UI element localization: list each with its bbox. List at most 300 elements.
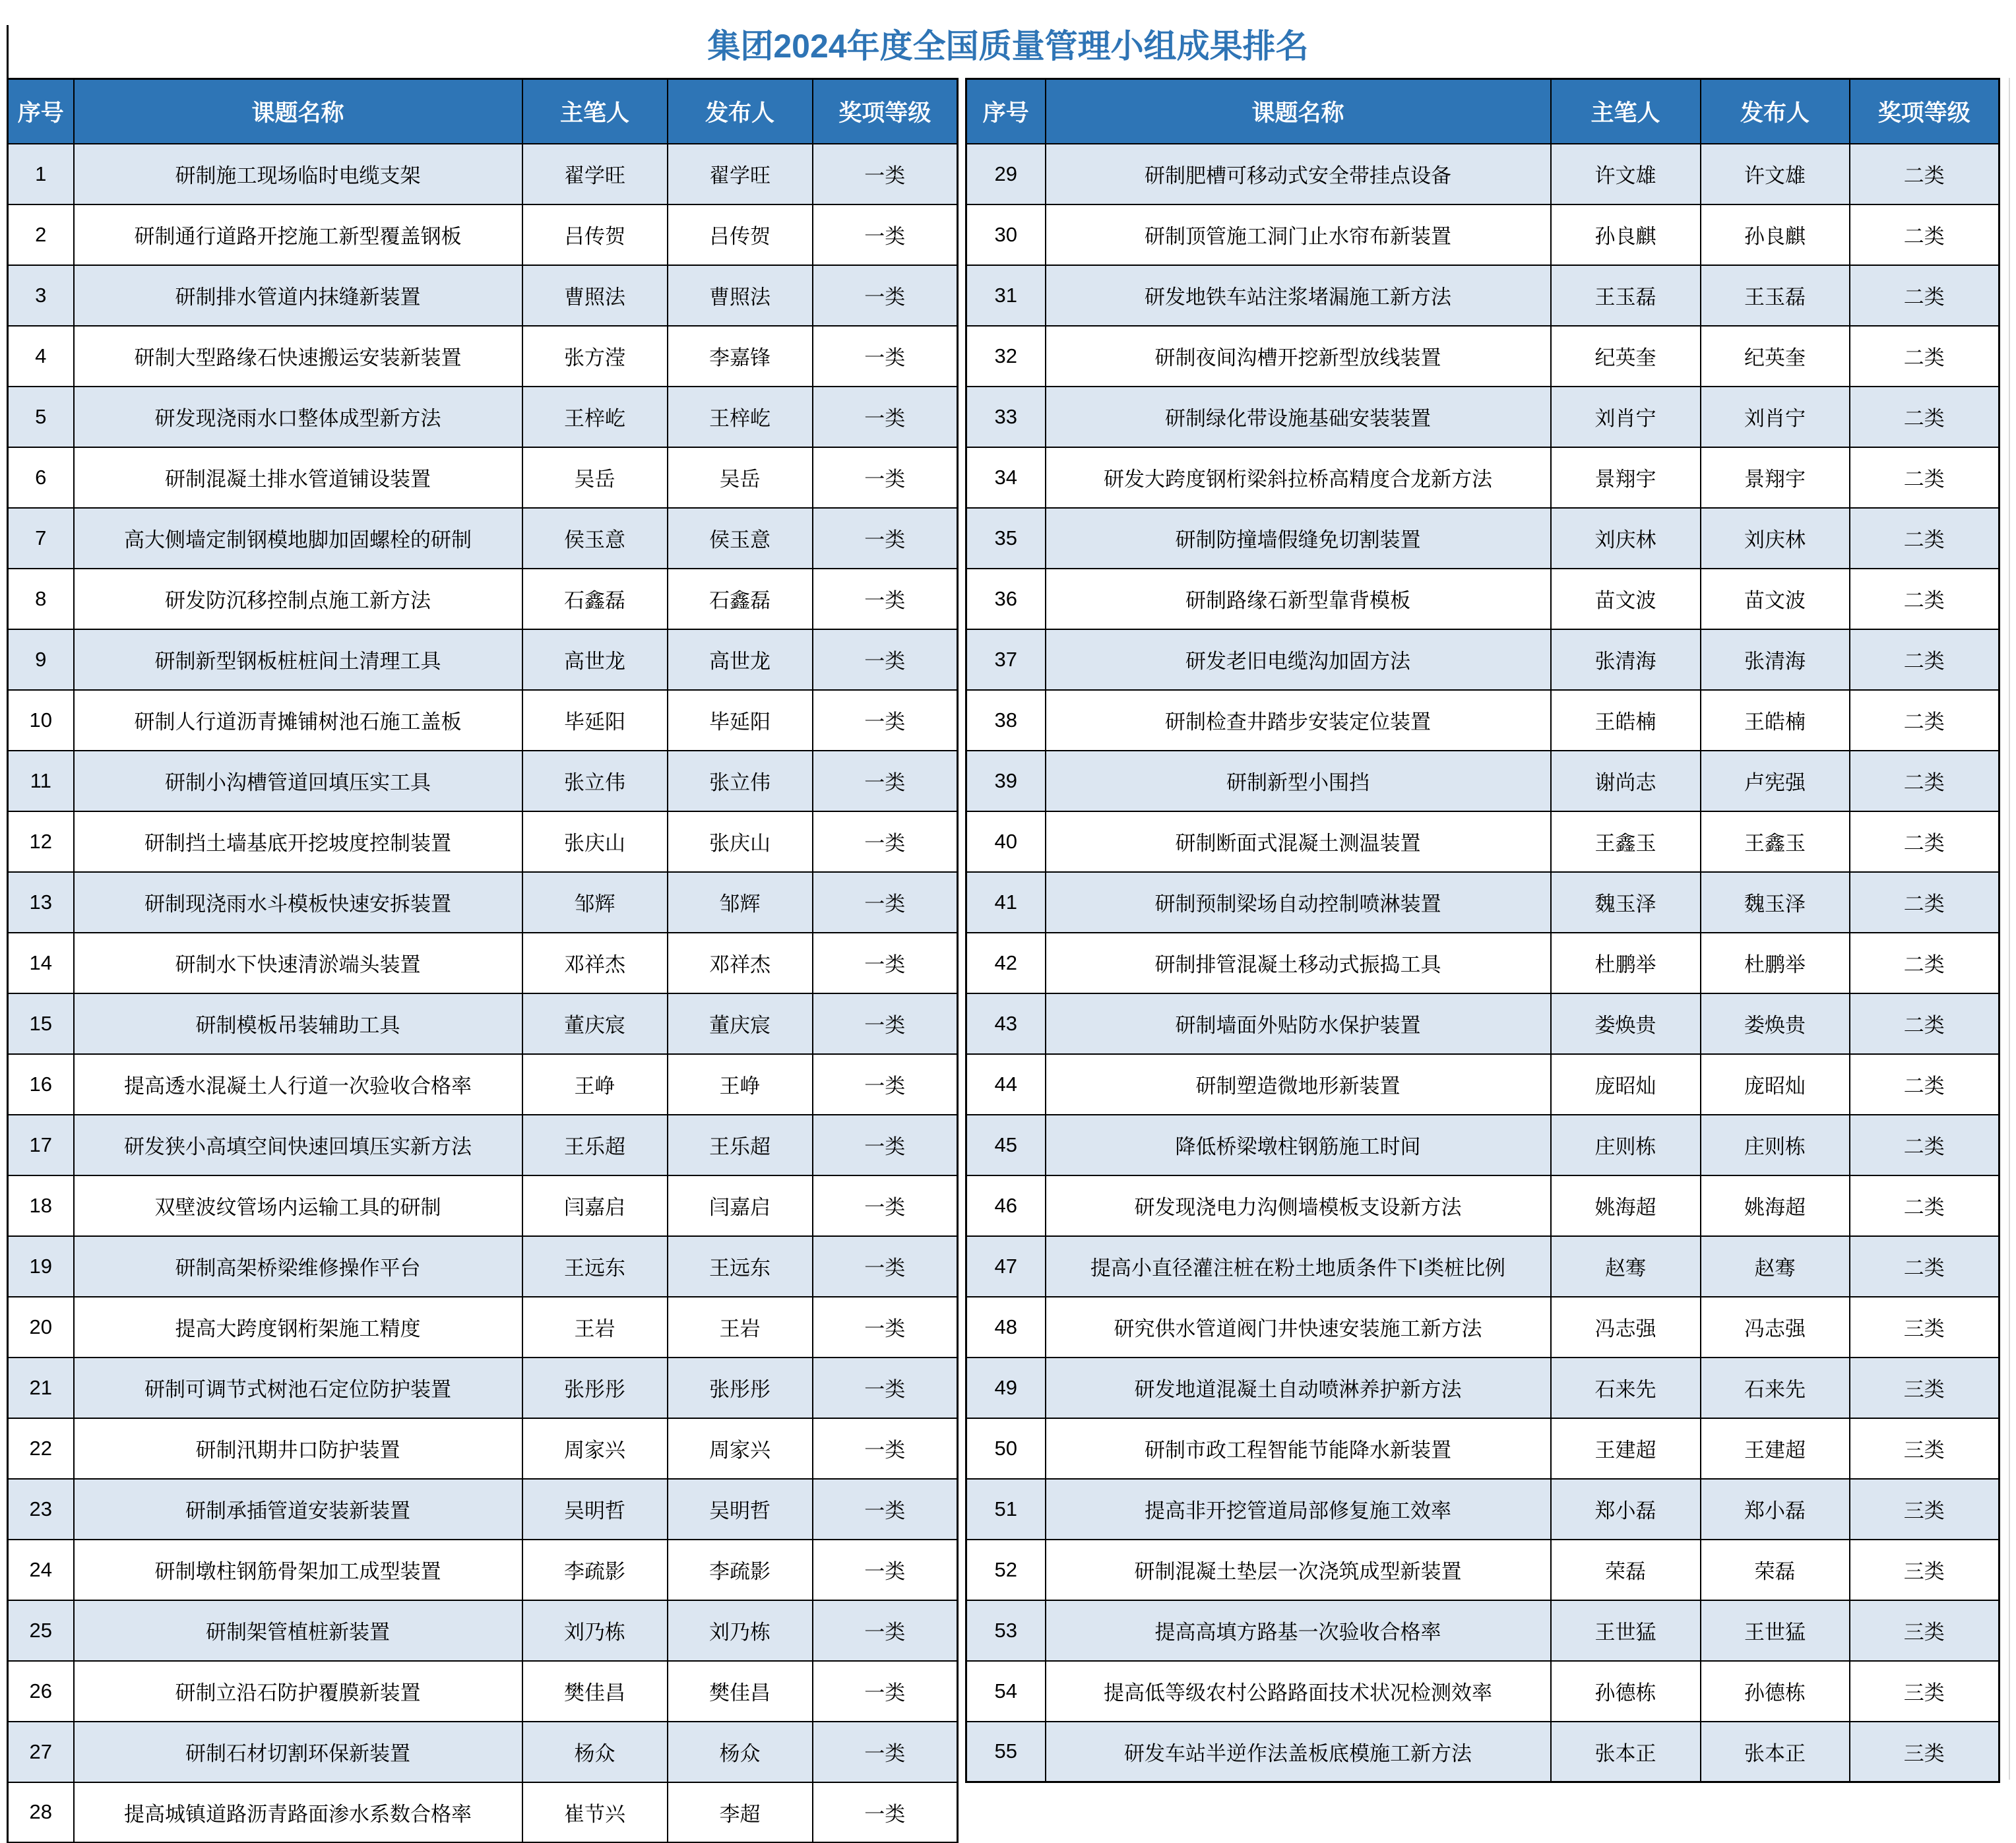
cell-award: 二类 [1850,265,2000,326]
cell-award: 二类 [1850,144,2000,204]
table-row [8,144,958,204]
cell-award: 二类 [1850,326,2000,387]
cell-author: 翟学旺 [522,144,668,204]
cell-award: 一类 [813,1054,958,1115]
cell-publisher: 张清海 [1701,629,1850,690]
cell-award: 一类 [813,508,958,569]
cell-author: 吴明哲 [522,1479,668,1540]
table-row [8,508,958,569]
cell-award: 三类 [1850,1600,2000,1661]
cell-topic: 研制市政工程智能节能降水新装置 [1046,1418,1551,1479]
table-row [966,1115,2000,1175]
cell-seq: 55 [966,1722,1046,1782]
cell-publisher: 王建超 [1701,1418,1850,1479]
column-header: 奖项等级 [813,79,958,144]
cell-publisher: 樊佳昌 [668,1661,813,1722]
table-row [966,629,2000,690]
cell-publisher: 郑小磊 [1701,1479,1850,1540]
cell-topic: 提高高填方路基一次验收合格率 [1046,1600,1551,1661]
results-table-right [965,78,2000,1783]
cell-topic: 提高城镇道路沥青路面渗水系数合格率 [74,1782,522,1843]
cell-publisher: 刘庆林 [1701,508,1850,569]
table-row [966,1418,2000,1479]
cell-award: 一类 [813,872,958,933]
table-row [8,872,958,933]
cell-seq: 11 [8,751,74,811]
cell-topic: 研制防撞墙假缝免切割装置 [1046,508,1551,569]
cell-seq: 8 [8,569,74,629]
table-row [8,1236,958,1297]
cell-award: 一类 [813,447,958,508]
cell-topic: 研发狭小高填空间快速回填压实新方法 [74,1115,522,1175]
cell-topic: 研发现浇雨水口整体成型新方法 [74,387,522,447]
table-row [8,1115,958,1175]
cell-author: 景翔宇 [1551,447,1701,508]
header-row [966,79,2000,144]
cell-publisher: 石来先 [1701,1358,1850,1418]
cell-award: 一类 [813,811,958,872]
cell-publisher: 赵骞 [1701,1236,1850,1297]
cell-seq: 6 [8,447,74,508]
cell-seq: 47 [966,1236,1046,1297]
table-row [8,1175,958,1236]
cell-publisher: 李疏影 [668,1540,813,1600]
cell-seq: 49 [966,1358,1046,1418]
cell-publisher: 苗文波 [1701,569,1850,629]
cell-author: 王梓屹 [522,387,668,447]
cell-publisher: 邹辉 [668,872,813,933]
cell-author: 杜鹏举 [1551,933,1701,993]
cell-award: 三类 [1850,1722,2000,1782]
table-row [966,1540,2000,1600]
table-row [8,1358,958,1418]
cell-author: 董庆宸 [522,993,668,1054]
table-row [966,811,2000,872]
cell-topic: 研发车站半逆作法盖板底模施工新方法 [1046,1722,1551,1782]
cell-seq: 40 [966,811,1046,872]
cell-seq: 32 [966,326,1046,387]
table-row [966,690,2000,751]
cell-topic: 研发老旧电缆沟加固方法 [1046,629,1551,690]
table-row [8,569,958,629]
table-row [8,1661,958,1722]
cell-author: 娄焕贵 [1551,993,1701,1054]
cell-author: 侯玉意 [522,508,668,569]
cell-seq: 5 [8,387,74,447]
cell-award: 一类 [813,1782,958,1843]
cell-author: 吴岳 [522,447,668,508]
table-row [8,204,958,265]
cell-topic: 研制断面式混凝土测温装置 [1046,811,1551,872]
cell-publisher: 卢宪强 [1701,751,1850,811]
sheet-gridline [2009,78,2010,1780]
cell-seq: 52 [966,1540,1046,1600]
cell-seq: 15 [8,993,74,1054]
cell-topic: 研制肥槽可移动式安全带挂点设备 [1046,144,1551,204]
cell-topic: 研制排水管道内抹缝新装置 [74,265,522,326]
cell-author: 张立伟 [522,751,668,811]
cell-author: 谢尚志 [1551,751,1701,811]
table-row [966,144,2000,204]
cell-author: 邓祥杰 [522,933,668,993]
cell-publisher: 邓祥杰 [668,933,813,993]
cell-seq: 45 [966,1115,1046,1175]
table-row [8,993,958,1054]
table-row [966,1175,2000,1236]
cell-seq: 48 [966,1297,1046,1358]
cell-seq: 29 [966,144,1046,204]
cell-author: 高世龙 [522,629,668,690]
table-row [8,1600,958,1661]
cell-award: 二类 [1850,811,2000,872]
cell-topic: 研制绿化带设施基础安装装置 [1046,387,1551,447]
cell-seq: 22 [8,1418,74,1479]
cell-topic: 高大侧墙定制钢模地脚加固螺栓的研制 [74,508,522,569]
cell-topic: 研制架管植桩新装置 [74,1600,522,1661]
table-row [8,1054,958,1115]
cell-topic: 研制预制梁场自动控制喷淋装置 [1046,872,1551,933]
cell-topic: 研制混凝土排水管道铺设装置 [74,447,522,508]
cell-publisher: 姚海超 [1701,1175,1850,1236]
cell-publisher: 闫嘉启 [668,1175,813,1236]
table-row [8,1297,958,1358]
table-body-left [8,144,958,1843]
cell-topic: 研制可调节式树池石定位防护装置 [74,1358,522,1418]
cell-topic: 研制人行道沥青摊铺树池石施工盖板 [74,690,522,751]
cell-topic: 提高小直径灌注桩在粉土地质条件下Ⅰ类桩比例 [1046,1236,1551,1297]
cell-publisher: 张彤彤 [668,1358,813,1418]
cell-award: 一类 [813,326,958,387]
cell-publisher: 孙德栋 [1701,1661,1850,1722]
cell-award: 三类 [1850,1540,2000,1600]
cell-seq: 20 [8,1297,74,1358]
table-row [966,751,2000,811]
table-header-right [966,79,2000,144]
column-header: 主笔人 [522,79,668,144]
cell-award: 一类 [813,1722,958,1782]
cell-seq: 19 [8,1236,74,1297]
cell-seq: 44 [966,1054,1046,1115]
cell-author: 王乐超 [522,1115,668,1175]
table-row [8,387,958,447]
table-row [966,1600,2000,1661]
cell-publisher: 刘乃栋 [668,1600,813,1661]
cell-topic: 研制顶管施工洞门止水帘布新装置 [1046,204,1551,265]
cell-seq: 17 [8,1115,74,1175]
cell-topic: 研制墙面外贴防水保护装置 [1046,993,1551,1054]
cell-author: 邹辉 [522,872,668,933]
cell-award: 一类 [813,690,958,751]
cell-topic: 研制挡土墙基底开挖坡度控制装置 [74,811,522,872]
cell-award: 二类 [1850,872,2000,933]
cell-award: 一类 [813,204,958,265]
cell-publisher: 董庆宸 [668,993,813,1054]
cell-topic: 研制路缘石新型靠背模板 [1046,569,1551,629]
cell-topic: 研制高架桥梁维修操作平台 [74,1236,522,1297]
cell-seq: 37 [966,629,1046,690]
cell-seq: 18 [8,1175,74,1236]
cell-publisher: 景翔宇 [1701,447,1850,508]
cell-author: 张方滢 [522,326,668,387]
cell-publisher: 荣磊 [1701,1540,1850,1600]
table-row [966,1236,2000,1297]
cell-award: 一类 [813,1236,958,1297]
cell-author: 王玉磊 [1551,265,1701,326]
cell-author: 王远东 [522,1236,668,1297]
table-row [966,447,2000,508]
cell-topic: 研制汛期井口防护装置 [74,1418,522,1479]
cell-author: 孙良麒 [1551,204,1701,265]
cell-publisher: 杨众 [668,1722,813,1782]
cell-seq: 34 [966,447,1046,508]
cell-publisher: 吕传贺 [668,204,813,265]
cell-author: 闫嘉启 [522,1175,668,1236]
cell-publisher: 王梓屹 [668,387,813,447]
cell-author: 曹照法 [522,265,668,326]
cell-award: 三类 [1850,1297,2000,1358]
table-row [8,751,958,811]
cell-seq: 7 [8,508,74,569]
table-row [966,993,2000,1054]
cell-award: 二类 [1850,204,2000,265]
table-row [966,265,2000,326]
column-header: 发布人 [668,79,813,144]
table-row [966,569,2000,629]
column-header: 课题名称 [74,79,522,144]
cell-award: 一类 [813,569,958,629]
cell-publisher: 翟学旺 [668,144,813,204]
table-row [966,1661,2000,1722]
cell-seq: 1 [8,144,74,204]
cell-publisher: 李嘉锋 [668,326,813,387]
cell-publisher: 高世龙 [668,629,813,690]
cell-award: 一类 [813,1418,958,1479]
cell-publisher: 张本正 [1701,1722,1850,1782]
cell-award: 一类 [813,1175,958,1236]
cell-award: 二类 [1850,629,2000,690]
cell-topic: 研制检查井踏步安装定位装置 [1046,690,1551,751]
cell-author: 李疏影 [522,1540,668,1600]
table-row [8,1418,958,1479]
cell-author: 杨众 [522,1722,668,1782]
cell-author: 庄则栋 [1551,1115,1701,1175]
cell-seq: 54 [966,1661,1046,1722]
cell-award: 一类 [813,1661,958,1722]
cell-award: 二类 [1850,387,2000,447]
cell-topic: 研制施工现场临时电缆支架 [74,144,522,204]
cell-seq: 26 [8,1661,74,1722]
cell-topic: 提高低等级农村公路路面技术状况检测效率 [1046,1661,1551,1722]
table-row [8,326,958,387]
cell-topic: 研制排管混凝土移动式振捣工具 [1046,933,1551,993]
cell-author: 石鑫磊 [522,569,668,629]
cell-author: 刘肖宁 [1551,387,1701,447]
cell-seq: 42 [966,933,1046,993]
cell-topic: 研发地铁车站注浆堵漏施工新方法 [1046,265,1551,326]
cell-award: 一类 [813,1479,958,1540]
cell-topic: 研制新型小围挡 [1046,751,1551,811]
results-table-left [7,78,959,1843]
cell-seq: 41 [966,872,1046,933]
cell-topic: 研制立沿石防护覆膜新装置 [74,1661,522,1722]
cell-topic: 双壁波纹管场内运输工具的研制 [74,1175,522,1236]
table-row [966,1479,2000,1540]
table-row [8,1479,958,1540]
cell-author: 王岩 [522,1297,668,1358]
cell-author: 毕延阳 [522,690,668,751]
cell-author: 王世猛 [1551,1600,1701,1661]
table-row [8,447,958,508]
table-row [966,204,2000,265]
cell-publisher: 娄焕贵 [1701,993,1850,1054]
cell-award: 一类 [813,1358,958,1418]
cell-topic: 研制模板吊装辅助工具 [74,993,522,1054]
cell-award: 二类 [1850,508,2000,569]
table-row [966,1054,2000,1115]
cell-award: 一类 [813,144,958,204]
column-header: 课题名称 [1046,79,1551,144]
cell-author: 荣磊 [1551,1540,1701,1600]
cell-award: 三类 [1850,1358,2000,1418]
table-row [966,1297,2000,1358]
cell-seq: 35 [966,508,1046,569]
cell-publisher: 王岩 [668,1297,813,1358]
cell-author: 王皓楠 [1551,690,1701,751]
cell-award: 二类 [1850,1236,2000,1297]
cell-seq: 14 [8,933,74,993]
table-row [8,1540,958,1600]
table-row [8,690,958,751]
cell-author: 姚海超 [1551,1175,1701,1236]
cell-topic: 降低桥梁墩柱钢筋施工时间 [1046,1115,1551,1175]
cell-award: 一类 [813,387,958,447]
cell-publisher: 吴岳 [668,447,813,508]
cell-award: 一类 [813,933,958,993]
cell-seq: 24 [8,1540,74,1600]
cell-award: 二类 [1850,1054,2000,1115]
cell-author: 魏玉泽 [1551,872,1701,933]
cell-topic: 研制小沟槽管道回填压实工具 [74,751,522,811]
cell-author: 孙德栋 [1551,1661,1701,1722]
cell-publisher: 杜鹏举 [1701,933,1850,993]
cell-seq: 43 [966,993,1046,1054]
cell-author: 郑小磊 [1551,1479,1701,1540]
cell-topic: 研发大跨度钢桁梁斜拉桥高精度合龙新方法 [1046,447,1551,508]
cell-publisher: 庞昭灿 [1701,1054,1850,1115]
cell-publisher: 冯志强 [1701,1297,1850,1358]
cell-award: 一类 [813,629,958,690]
cell-award: 三类 [1850,1661,2000,1722]
cell-award: 二类 [1850,993,2000,1054]
cell-publisher: 石鑫磊 [668,569,813,629]
cell-award: 二类 [1850,1175,2000,1236]
cell-topic: 提高非开挖管道局部修复施工效率 [1046,1479,1551,1540]
table-row [8,1722,958,1782]
cell-topic: 研制混凝土垫层一次浇筑成型新装置 [1046,1540,1551,1600]
cell-seq: 33 [966,387,1046,447]
cell-seq: 9 [8,629,74,690]
cell-seq: 2 [8,204,74,265]
cell-award: 一类 [813,1297,958,1358]
cell-topic: 提高透水混凝土人行道一次验收合格率 [74,1054,522,1115]
cell-publisher: 许文雄 [1701,144,1850,204]
cell-topic: 研制塑造微地形新装置 [1046,1054,1551,1115]
cell-seq: 10 [8,690,74,751]
cell-publisher: 王远东 [668,1236,813,1297]
cell-award: 一类 [813,751,958,811]
cell-publisher: 魏玉泽 [1701,872,1850,933]
column-header: 序号 [966,79,1046,144]
cell-seq: 38 [966,690,1046,751]
cell-seq: 36 [966,569,1046,629]
cell-award: 一类 [813,993,958,1054]
cell-award: 二类 [1850,690,2000,751]
column-header: 发布人 [1701,79,1850,144]
table-row [966,933,2000,993]
table-row [8,265,958,326]
table-row [8,811,958,872]
table-row [966,326,2000,387]
cell-award: 二类 [1850,1115,2000,1175]
cell-publisher: 王乐超 [668,1115,813,1175]
cell-author: 庞昭灿 [1551,1054,1701,1115]
cell-topic: 研制大型路缘石快速搬运安装新装置 [74,326,522,387]
table-row [8,933,958,993]
cell-seq: 53 [966,1600,1046,1661]
cell-topic: 研制新型钢板桩桩间土清理工具 [74,629,522,690]
cell-award: 二类 [1850,751,2000,811]
table-row [966,872,2000,933]
cell-publisher: 王鑫玉 [1701,811,1850,872]
cell-author: 张彤彤 [522,1358,668,1418]
cell-topic: 研发防沉移控制点施工新方法 [74,569,522,629]
cell-author: 苗文波 [1551,569,1701,629]
cell-publisher: 侯玉意 [668,508,813,569]
column-header: 奖项等级 [1850,79,2000,144]
cell-author: 纪英奎 [1551,326,1701,387]
cell-author: 周家兴 [522,1418,668,1479]
cell-author: 石来先 [1551,1358,1701,1418]
cell-award: 二类 [1850,933,2000,993]
cell-author: 王鑫玉 [1551,811,1701,872]
table-row [8,1782,958,1843]
cell-topic: 研究供水管道阀门井快速安装施工新方法 [1046,1297,1551,1358]
cell-topic: 研制通行道路开挖施工新型覆盖钢板 [74,204,522,265]
cell-author: 刘乃栋 [522,1600,668,1661]
cell-award: 二类 [1850,569,2000,629]
cell-author: 张本正 [1551,1722,1701,1782]
table-header-left [8,79,958,144]
table-row [966,1722,2000,1782]
cell-seq: 39 [966,751,1046,811]
cell-publisher: 李超 [668,1782,813,1843]
cell-author: 赵骞 [1551,1236,1701,1297]
cell-seq: 12 [8,811,74,872]
cell-publisher: 曹照法 [668,265,813,326]
cell-seq: 25 [8,1600,74,1661]
cell-topic: 研制墩柱钢筋骨架加工成型装置 [74,1540,522,1600]
cell-author: 王峥 [522,1054,668,1115]
cell-author: 崔节兴 [522,1782,668,1843]
cell-author: 吕传贺 [522,204,668,265]
cell-seq: 3 [8,265,74,326]
table-row [966,387,2000,447]
cell-award: 一类 [813,265,958,326]
cell-seq: 28 [8,1782,74,1843]
cell-author: 张清海 [1551,629,1701,690]
cell-publisher: 张立伟 [668,751,813,811]
cell-seq: 30 [966,204,1046,265]
